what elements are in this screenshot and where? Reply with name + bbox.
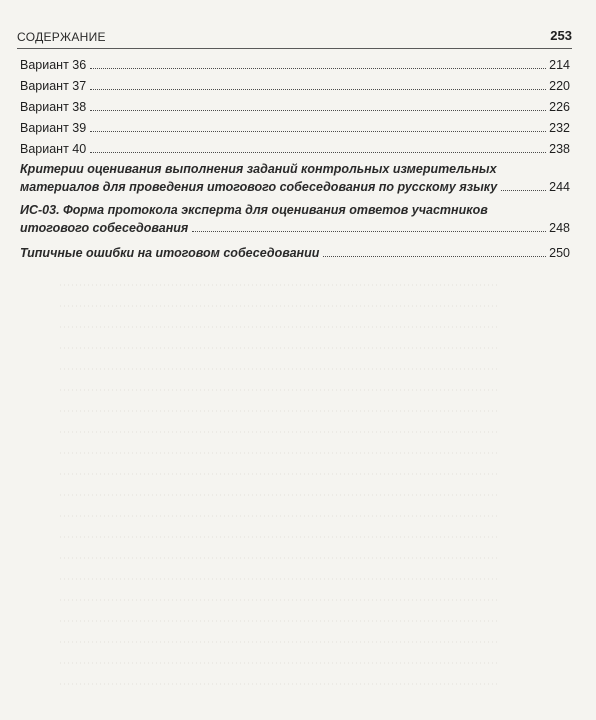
toc-section-label: итогового собеседования [20,221,189,235]
toc-entry [20,94,570,114]
dot-leader [90,67,546,69]
running-header [17,28,572,49]
toc-entry [20,115,570,135]
toc-section [20,215,570,235]
toc-entry-label: Вариант 39 [20,121,87,135]
toc-section-label: Типичные ошибки на итоговом собеседовании [20,246,320,260]
dot-leader [501,189,546,191]
section-title: СОДЕРЖАНИЕ [17,30,106,44]
toc-section-line1: ИС-03. Форма протокола эксперта для оценивания ответов участников [20,203,488,217]
dot-leader [90,88,546,90]
toc-entry-page: 220 [549,79,570,93]
toc-entry-label: Вариант 38 [20,100,87,114]
dot-leader [323,255,546,257]
toc-entry [20,52,570,72]
toc-entry-page: 214 [549,58,570,72]
page-number: 253 [550,28,572,43]
toc-entry-label: Вариант 40 [20,142,87,156]
toc-section [20,174,570,194]
dot-leader [90,130,546,132]
toc-entry [20,73,570,93]
toc-section-label: материалов для проведения итогового собеседования по русскому языку [20,180,498,194]
toc-entry-label: Вариант 36 [20,58,87,72]
toc-entry-label: Вариант 37 [20,79,87,93]
toc-section-line1: Критерии оценивания выполнения заданий контрольных измерительных [20,162,497,176]
dot-leader [90,109,546,111]
toc-entry-page: 238 [549,142,570,156]
toc-entry [20,136,570,156]
dot-leader [192,230,546,232]
toc-entry-page: 226 [549,100,570,114]
toc-section-page: 244 [549,180,570,194]
toc-entry-page: 232 [549,121,570,135]
toc-section-page: 248 [549,221,570,235]
toc-section [20,240,570,260]
toc-section-page: 250 [549,246,570,260]
dot-leader [90,151,546,153]
